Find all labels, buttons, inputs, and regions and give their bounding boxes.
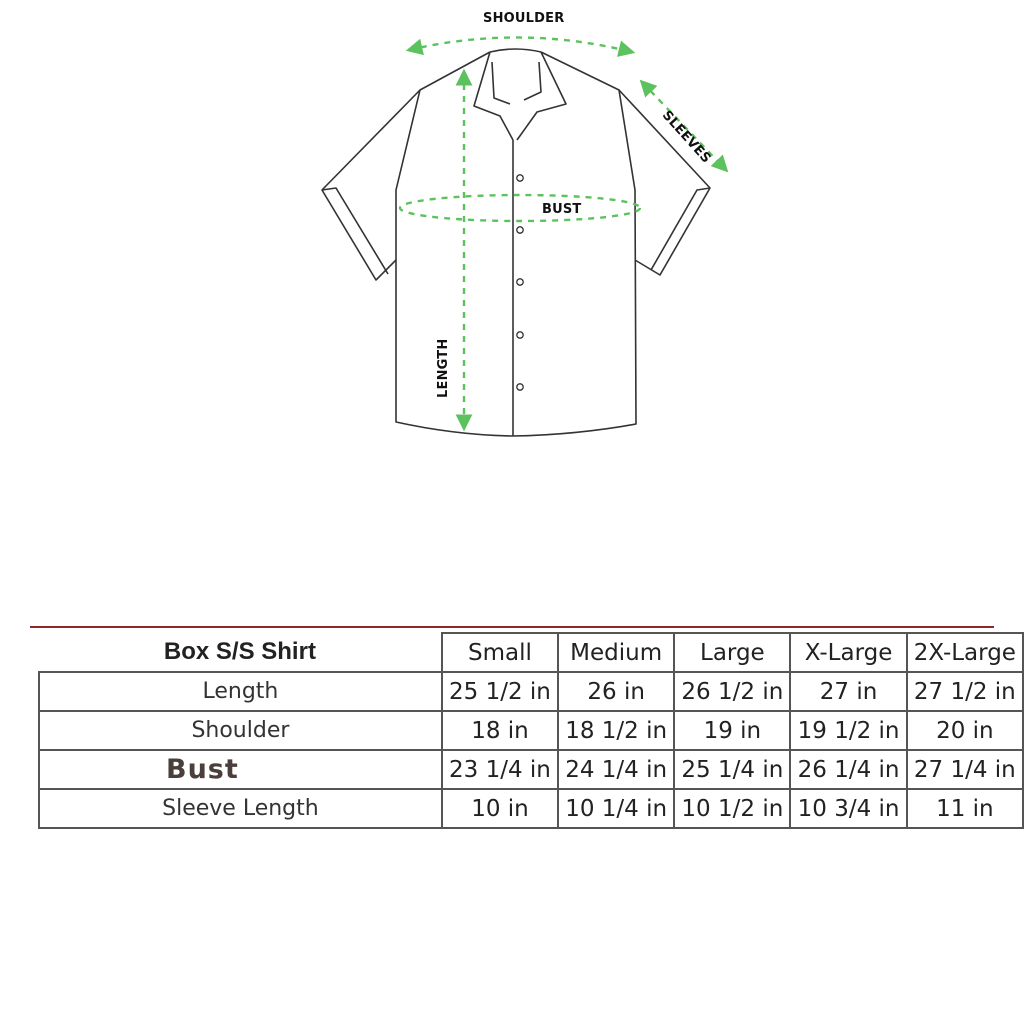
row-label-shoulder: Shoulder	[39, 711, 442, 750]
size-header-medium: Medium	[558, 633, 674, 672]
table-cell: 26 1/4 in	[790, 750, 906, 789]
table-row-sleeve-length	[39, 789, 1023, 828]
table-cell: 11 in	[907, 789, 1023, 828]
table-cell: 24 1/4 in	[558, 750, 674, 789]
table-cell: 18 in	[442, 711, 558, 750]
sleeves-label: SLEEVES	[658, 108, 714, 167]
table-row-shoulder	[39, 711, 1023, 750]
table-cell: 19 in	[674, 711, 790, 750]
button-4	[517, 332, 523, 338]
table-top-rule	[30, 626, 994, 628]
shoulder-label: SHOULDER	[483, 11, 565, 26]
buttons	[517, 175, 523, 390]
bust-measure-line	[400, 195, 640, 221]
table-header-row	[39, 633, 1023, 672]
size-header-2x-large: 2X-Large	[907, 633, 1023, 672]
size-header-large: Large	[674, 633, 790, 672]
button-1	[517, 175, 523, 181]
table-cell: 10 3/4 in	[790, 789, 906, 828]
table-cell: 18 1/2 in	[558, 711, 674, 750]
shirt-outline	[322, 49, 710, 436]
bust-label: BUST	[542, 202, 582, 217]
table-cell: 27 in	[790, 672, 906, 711]
table-cell: 20 in	[907, 711, 1023, 750]
size-header-small: Small	[442, 633, 558, 672]
size-header-x-large: X-Large	[790, 633, 906, 672]
table-cell: 26 in	[558, 672, 674, 711]
shirt-illustration	[0, 0, 1024, 470]
table-row-bust	[39, 750, 1023, 789]
table-cell: 19 1/2 in	[790, 711, 906, 750]
button-3	[517, 279, 523, 285]
length-label: LENGTH	[436, 338, 451, 398]
table-title: Box S/S Shirt	[163, 638, 316, 665]
table-row-length	[39, 672, 1023, 711]
table-cell: 25 1/4 in	[674, 750, 790, 789]
row-label-length: Length	[39, 672, 442, 711]
table-cell: 26 1/2 in	[674, 672, 790, 711]
table-cell: 10 in	[442, 789, 558, 828]
row-label-sleeve-length: Sleeve Length	[39, 789, 442, 828]
size-chart-table	[38, 632, 1024, 829]
table-cell: 27 1/4 in	[907, 750, 1023, 789]
row-label-bust: Bust	[39, 750, 442, 789]
table-cell: 27 1/2 in	[907, 672, 1023, 711]
table-cell: 10 1/2 in	[674, 789, 790, 828]
button-2	[517, 227, 523, 233]
shirt-measurement-diagram	[0, 0, 1024, 470]
table-cell: 23 1/4 in	[442, 750, 558, 789]
table-cell: 25 1/2 in	[442, 672, 558, 711]
table-cell: 10 1/4 in	[558, 789, 674, 828]
button-5	[517, 384, 523, 390]
